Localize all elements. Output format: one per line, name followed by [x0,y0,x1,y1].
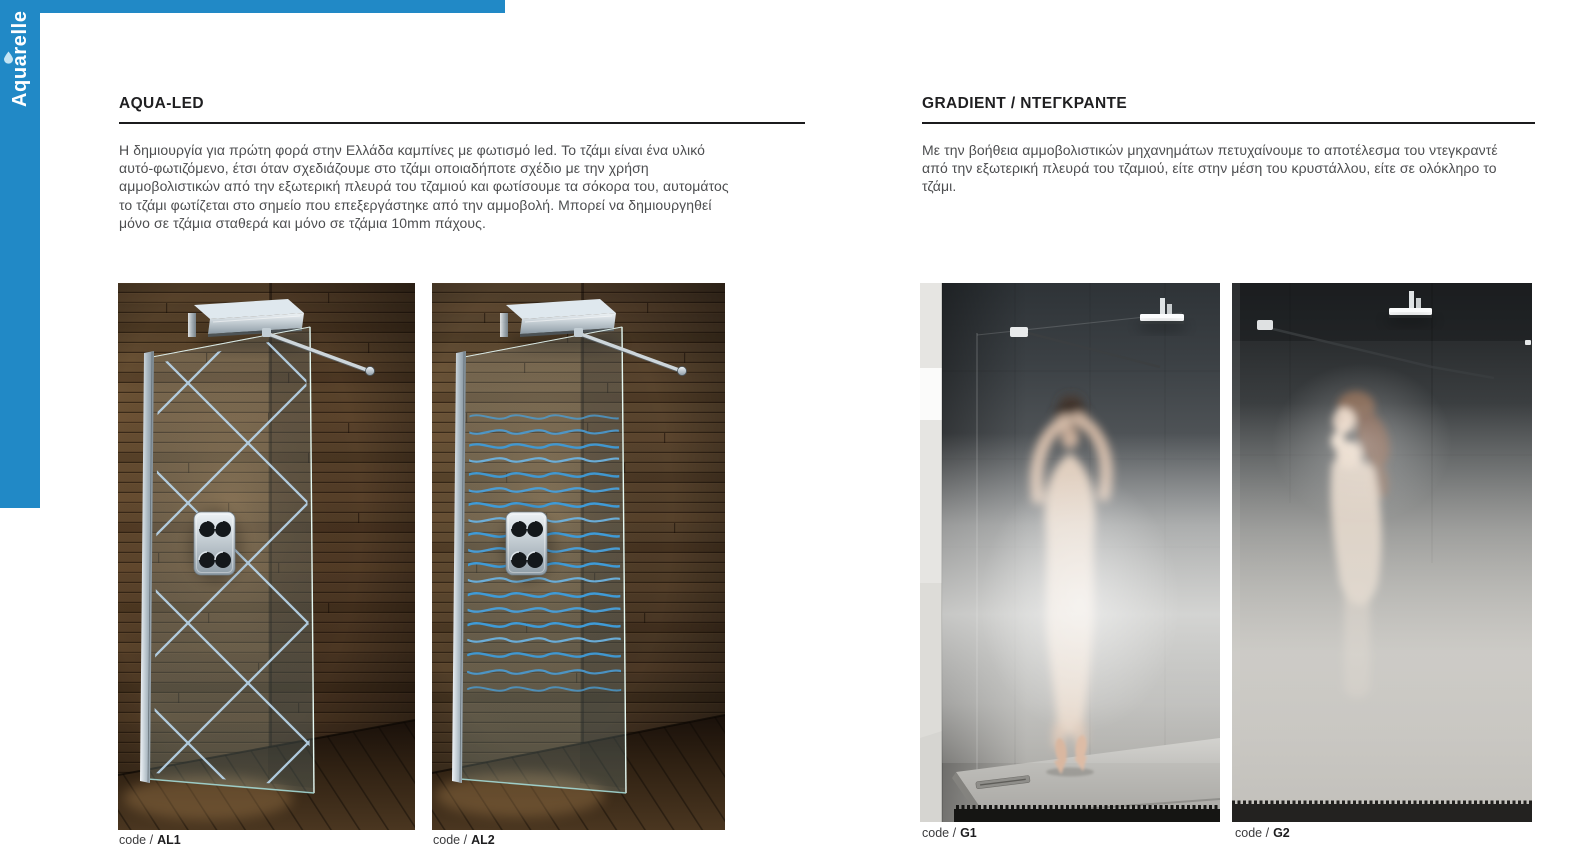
outer-wall-strip [920,283,942,822]
bath-mat [954,808,1220,822]
mixer-control-panel [189,509,243,583]
product-photo-g2 [1232,283,1532,822]
product-code-g1 [922,826,977,840]
code-value: G1 [960,826,977,840]
product-photo-g1 [920,283,1220,822]
section-divider [119,122,805,124]
code-prefix: code / [922,826,957,840]
code-prefix: code / [119,833,154,847]
top-accent-bar [0,0,505,13]
product-photo-al2 [432,283,725,830]
section-aqua-led [119,95,805,232]
product-code-al1 [119,833,181,847]
section-description: Με την βοήθεια αμμοβολιστικών μηχανημάτων πετυχαίνουμε το αποτέλεσμα του ντεγκραντέ από την εξωτερική πλευρά του τζαμιού, είτε στην μέση του κρυστάλλου, είτε σε ολόκληρο το τζάμι. [922,142,1498,195]
code-value: G2 [1273,826,1290,840]
section-divider [922,122,1535,124]
shower-led-cross-image [118,283,415,830]
section-gradient [922,95,1535,196]
code-value: AL1 [157,833,181,847]
product-photo-al1 [118,283,415,830]
frost-mist [942,433,1220,763]
code-value: AL2 [471,833,495,847]
bath-mat [1232,803,1532,822]
brand-sidebar [0,0,40,508]
shower-gradient-full-image [1232,283,1532,822]
section-title: GRADIENT / ΝΤΕΓΚΡΑΝΤΕ [922,95,1128,112]
frost-mist [1232,363,1532,822]
shower-led-wave-image [432,283,725,830]
mixer-control-panel [501,509,555,583]
code-prefix: code / [433,833,468,847]
shower-gradient-middle-image [920,283,1220,822]
product-code-g2 [1235,826,1290,840]
brand-logo: Aquarelle [9,10,31,107]
section-description: Η δημιουργία για πρώτη φορά στην Ελλάδα καμπίνες με φωτισμό led. Το τζάμι είναι ένα υλικό αυτό-φωτιζόμενο, έτσι όταν σχεδιάζουμε στο τζάμι οποιαδήποτε σχέδιο με την χρήση αμμοβολιστικών από την εξωτερική πλευρά του τζαμιού και φωτίσουμε τα σόκορα του, αυτομάτος το τζάμι φωτίζεται στο σημείο που επεξεργάστηκε από την αμμοβολή. Μπορεί να δημιουργηθεί μόνο σε τζάμια σταθερά και μόνο σε τζάμια 10mm πάχους. [119,142,729,231]
code-prefix: code / [1235,826,1270,840]
product-code-al2 [433,833,495,847]
section-title: AQUA-LED [119,95,204,112]
